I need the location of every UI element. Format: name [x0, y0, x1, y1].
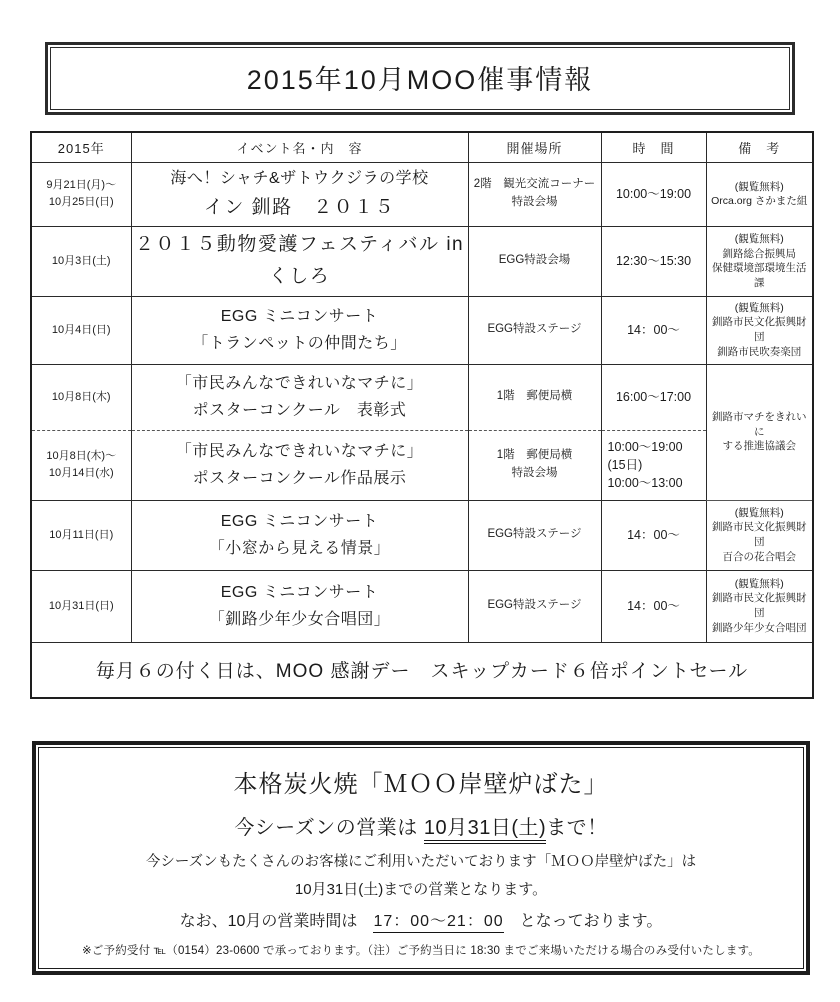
time-cell	[601, 162, 706, 226]
event-line: ポスターコンクール 表彰式	[192, 402, 407, 420]
sale-banner: 毎月６の付く日は、MOO 感謝デー スキップカード６倍ポイントセール	[31, 642, 813, 698]
reservation-footnote: ※ご予約受付 ℡（0154）23-0600 で承っております。（注）ご予約当日に 18:30 までご来場いただける場合のみ受付いたします。	[81, 945, 761, 958]
place-cell	[468, 226, 601, 296]
note-line: (観覧無料)	[734, 232, 784, 245]
date-cell	[31, 226, 131, 296]
place-line: EGG特設ステージ	[487, 528, 582, 541]
event-line: イン 釧路 ２０１５	[203, 196, 396, 218]
date-line: 10月31日(日)	[48, 599, 114, 612]
hours-text-suffix: となっております。	[503, 913, 663, 931]
note-line: 釧路市民文化振興財団	[712, 316, 807, 344]
note-line: Orca.org さかまた組	[711, 195, 808, 208]
event-cell	[131, 226, 468, 296]
date-cell	[31, 500, 131, 570]
date-cell	[31, 570, 131, 642]
time-cell	[601, 364, 706, 430]
event-line: EGG ミニコンサート	[220, 307, 379, 325]
time-line: 10:00～13:00	[607, 476, 683, 491]
business-hours: 17：00～21：00	[373, 913, 503, 933]
title-box	[45, 42, 795, 115]
note-cell	[706, 296, 813, 364]
place-cell	[468, 500, 601, 570]
note-line: 釧路市民文化振興財団	[712, 521, 807, 549]
event-table	[30, 131, 814, 699]
time-cell	[601, 500, 706, 570]
place-line: EGG特設ステージ	[487, 599, 582, 612]
note-line: (観覧無料)	[734, 577, 784, 590]
place-line: EGG特設会場	[498, 254, 571, 267]
title-box-inner	[50, 47, 790, 110]
event-line: ポスターコンクール作品展示	[192, 470, 407, 488]
time-line: (15日)	[607, 458, 643, 473]
event-cell	[131, 430, 468, 500]
date-cell	[31, 296, 131, 364]
date-line: 9月21日(月)～	[46, 179, 117, 192]
event-line: 「トランペットの仲間たち」	[192, 335, 407, 353]
table-row	[31, 226, 813, 296]
document-page	[0, 42, 840, 975]
table-footer-row	[31, 642, 813, 698]
table-row	[31, 364, 813, 430]
event-cell	[131, 364, 468, 430]
robata-box	[32, 741, 810, 975]
date-line: 10月3日(土)	[51, 254, 111, 267]
note-line: する推進協議会	[722, 440, 796, 453]
place-line: 2階 観光交流コーナー	[473, 178, 596, 191]
time-cell	[601, 570, 706, 642]
event-line: EGG ミニコンサート	[220, 583, 379, 601]
place-line: 特設会場	[511, 196, 558, 209]
season-text-suffix: まで！	[546, 817, 608, 840]
date-line: 10月25日(日)	[48, 196, 114, 209]
event-line: 海へ！シャチ&ザトウクジラの学校	[170, 169, 429, 187]
time-cell	[601, 226, 706, 296]
robata-hours-line	[47, 908, 795, 931]
place-cell	[468, 296, 601, 364]
event-cell	[131, 570, 468, 642]
place-cell	[468, 570, 601, 642]
robata-title: 本格炭火焼「ＭＯＯ岸壁炉ばた」	[233, 771, 609, 799]
time-line: 16:00～17:00	[615, 390, 692, 405]
event-line: 「市民みんなできれいなマチに」	[175, 442, 424, 460]
event-line: 「釧路少年少女合唱団」	[208, 611, 391, 629]
date-line: 10月11日(日)	[49, 528, 114, 541]
note-line: 釧路市民吹奏楽団	[717, 345, 802, 358]
date-cell	[31, 364, 131, 430]
note-line: (観覧無料)	[734, 180, 784, 193]
note-cell-merged	[706, 364, 813, 500]
place-line: 特設会場	[511, 467, 558, 480]
date-line: 10月8日(木)	[51, 390, 111, 403]
date-cell	[31, 162, 131, 226]
note-line: (観覧無料)	[734, 301, 784, 314]
note-line: 釧路少年少女合唱団	[712, 621, 807, 634]
time-line: 12:30～15:30	[615, 254, 692, 269]
date-cell	[31, 430, 131, 500]
season-text: 今シーズンの営業は	[234, 817, 424, 840]
place-line: 1階 郵便局横	[496, 449, 573, 462]
date-line: 10月14日(水)	[48, 467, 114, 480]
col-header-time: 時 間	[601, 132, 706, 162]
note-cell	[706, 500, 813, 570]
time-line: 10:00～19:00	[607, 439, 683, 454]
place-cell	[468, 162, 601, 226]
place-line: EGG特設ステージ	[487, 323, 582, 336]
table-row	[31, 162, 813, 226]
table-row	[31, 570, 813, 642]
event-line: EGG ミニコンサート	[220, 512, 379, 530]
time-line: 14：00～	[627, 528, 680, 543]
note-line: 保健環境部環境生活課	[712, 262, 807, 289]
event-line: 「市民みんなできれいなマチに」	[175, 374, 424, 392]
col-header-place: 開催場所	[468, 132, 601, 162]
col-header-note: 備 考	[706, 132, 813, 162]
note-line: (観覧無料)	[734, 506, 784, 519]
table-row	[31, 500, 813, 570]
table-row	[31, 430, 813, 500]
event-cell	[131, 162, 468, 226]
robata-body-line-2: 10月31日(土)までの営業となります。	[294, 881, 548, 899]
time-cell	[601, 430, 706, 500]
event-line: 「小窓から見える情景」	[208, 540, 391, 558]
robata-body-line-1: 今シーズンもたくさんのお客様にご利用いただいております「ＭＯＯ岸壁炉ばた」は	[145, 854, 697, 871]
date-line: 10月8日(木)～	[46, 450, 117, 463]
robata-box-inner	[38, 747, 804, 969]
place-line: 1階 郵便局横	[496, 390, 573, 403]
event-line: ２０１５動物愛護フェスティバル in くしろ	[134, 233, 465, 288]
place-cell	[468, 430, 601, 500]
date-line: 10月4日(日)	[51, 323, 111, 336]
hours-text: なお、10月の営業時間は	[179, 913, 374, 931]
col-header-year: 2015年	[31, 132, 131, 162]
robata-season-line	[47, 811, 795, 840]
table-row	[31, 296, 813, 364]
event-cell	[131, 296, 468, 364]
season-end-date: 10月31日(土)	[424, 817, 546, 844]
time-line: 14：00～	[627, 323, 680, 338]
time-line: 10:00～19:00	[615, 187, 692, 202]
note-cell	[706, 162, 813, 226]
note-cell	[706, 226, 813, 296]
time-cell	[601, 296, 706, 364]
note-line: 釧路総合振興局	[722, 247, 796, 260]
time-line: 14：00～	[627, 599, 680, 614]
event-cell	[131, 500, 468, 570]
note-cell	[706, 570, 813, 642]
note-line: 釧路市マチをきれいに	[712, 411, 807, 438]
col-header-event: イベント名・内 容	[131, 132, 468, 162]
note-line: 百合の花合唱会	[722, 550, 796, 563]
note-line: 釧路市民文化振興財団	[712, 592, 807, 620]
place-cell	[468, 364, 601, 430]
page-title: 2015年10月MOO催事情報	[246, 65, 594, 95]
table-header-row	[31, 132, 813, 162]
